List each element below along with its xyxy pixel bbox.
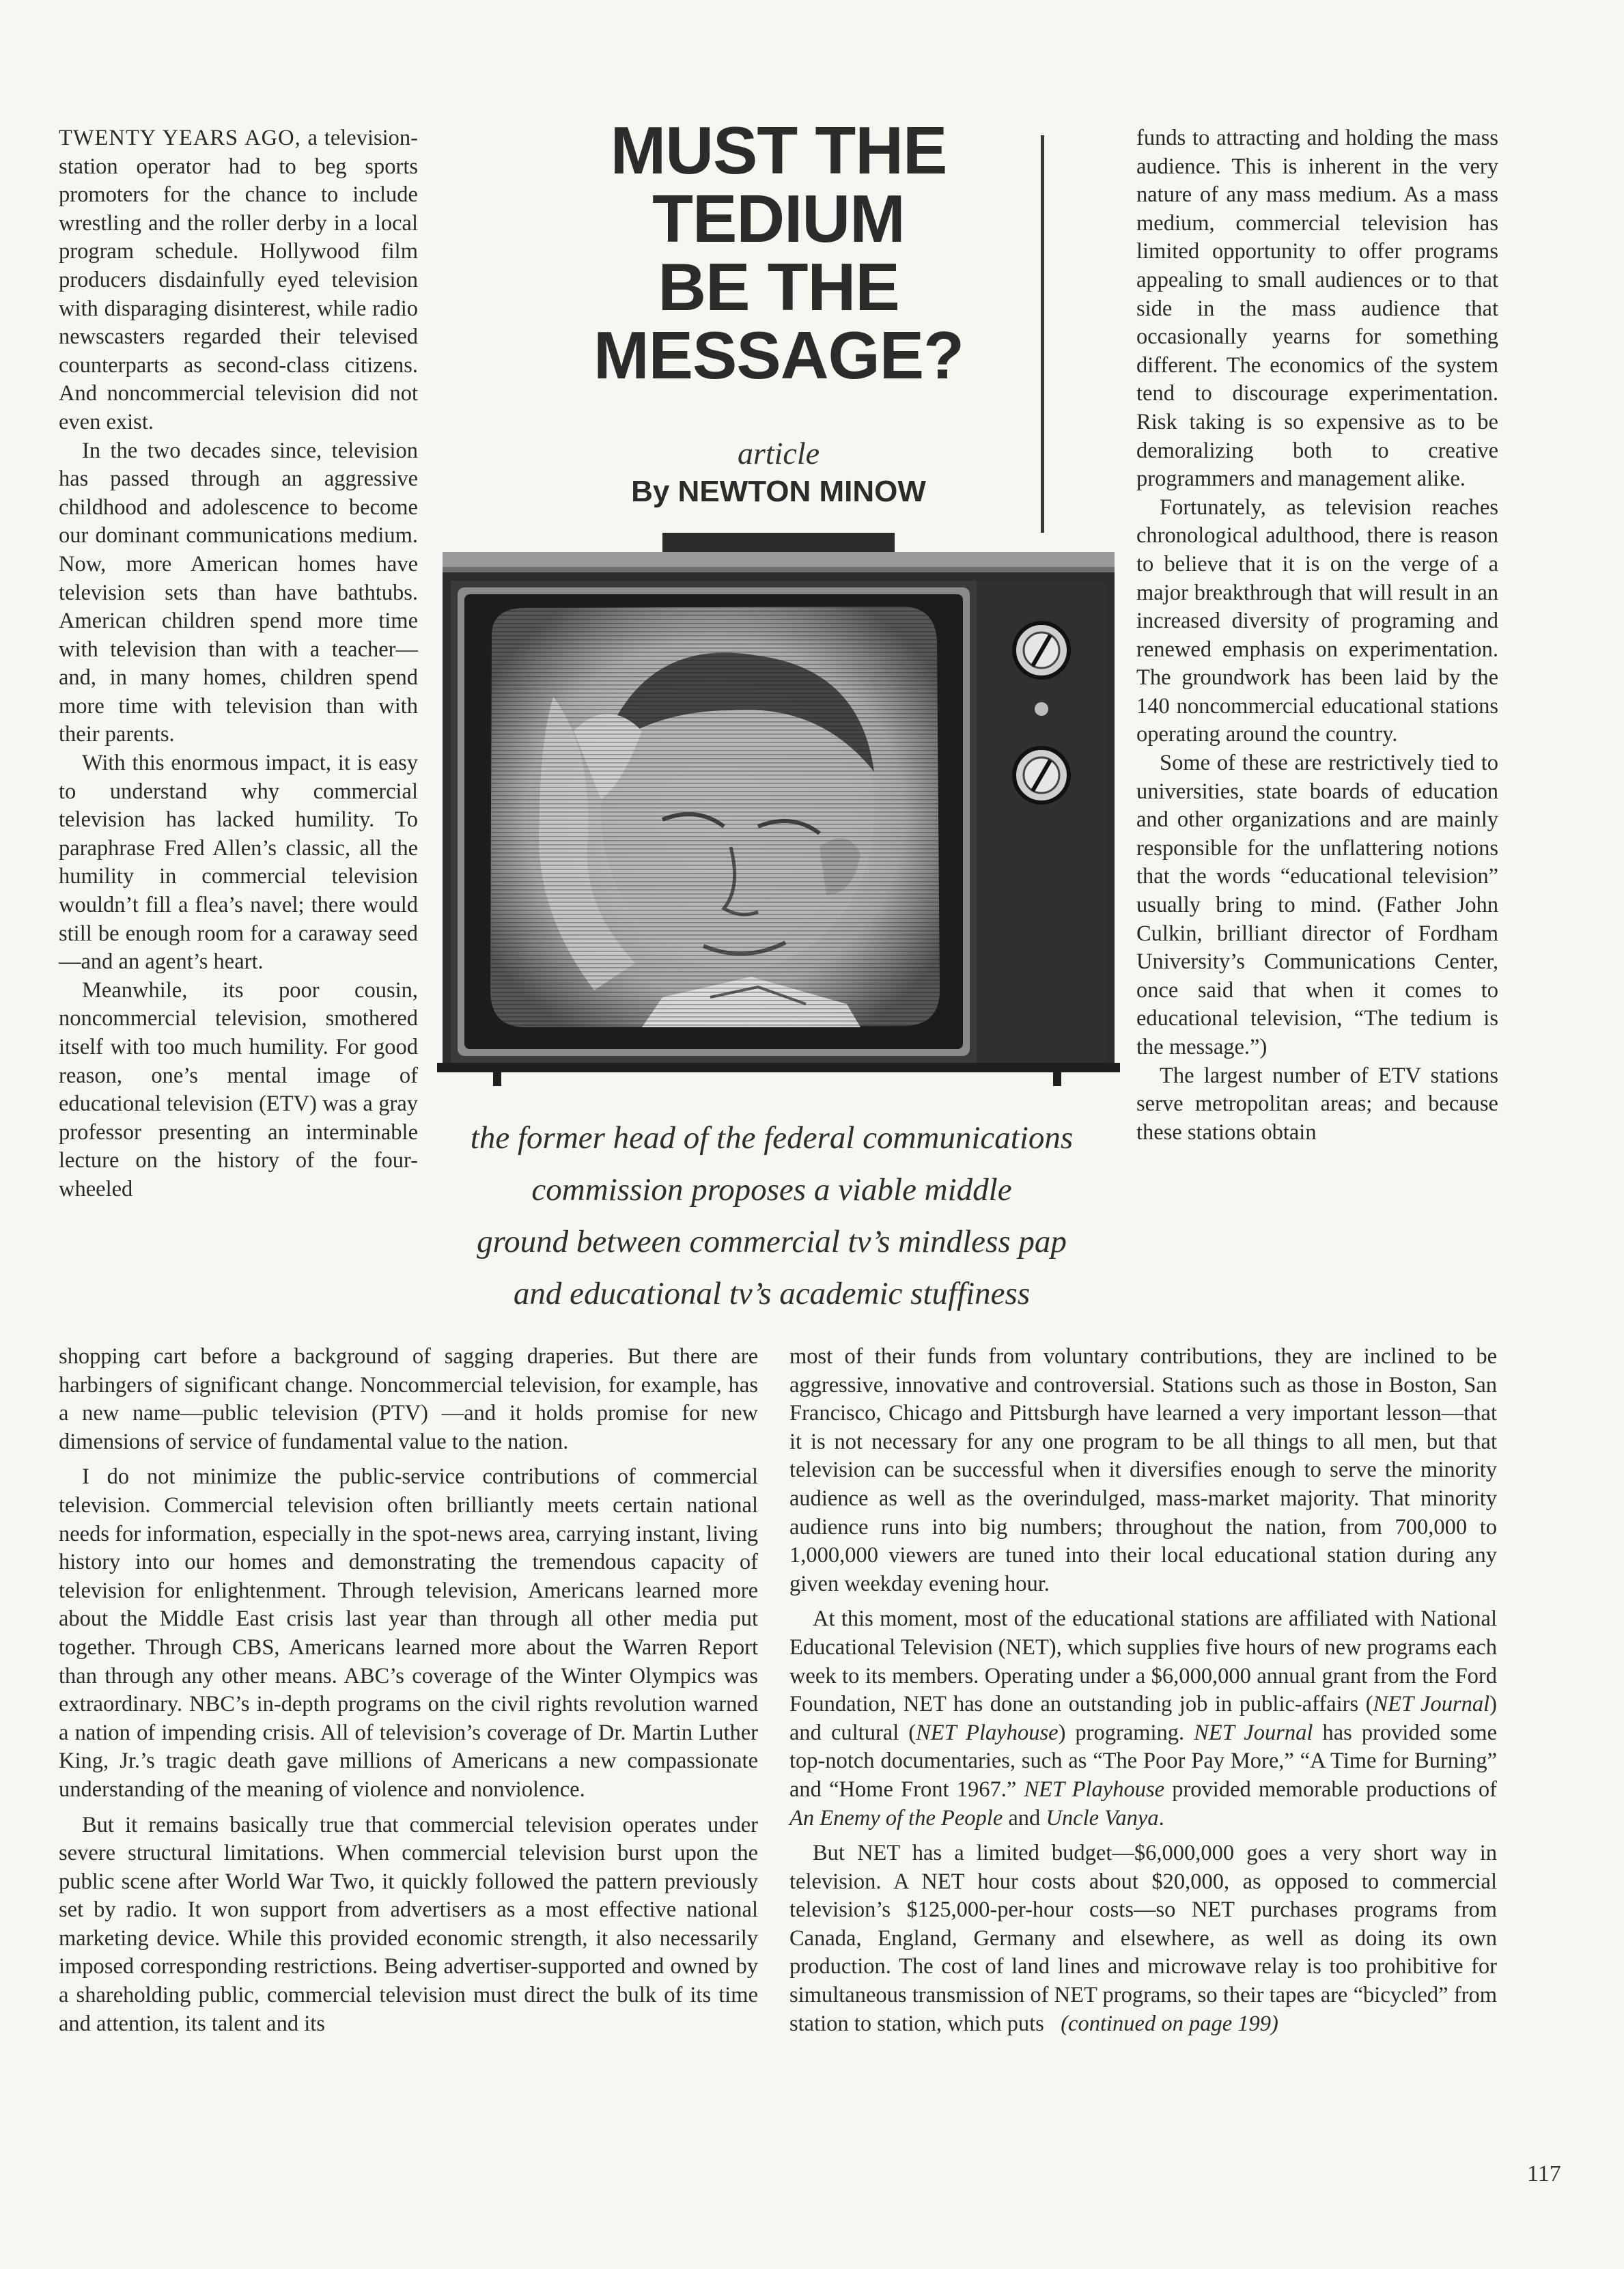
continued-note: (continued on page 199) <box>1061 2011 1278 2036</box>
play-title: An Enemy of the People <box>789 1805 1003 1830</box>
volume-knob-icon <box>1014 748 1069 803</box>
paragraph-text: But NET has a limited budget—$6,000,000 goes a very short way in television. A NET hour costs about $20,000, as opposed to commercial television’s $125,000-per-hour costs—so NET purchases programs from Canada, England, Germany and elsewhere, as well as doing its own production. The cost of land lines and microwave relay is too prohibitive for simultaneous transmission of NET programs, so their tapes are “bicycled” from station to station, which puts <box>789 1841 1497 2036</box>
indicator-light-icon <box>1035 702 1048 716</box>
paragraph: Fortunately, as television reaches chronological adulthood, there is reason to believe that it is on the verge of a major breakthrough that will result in an increased diversity of programing and renewed emphasis on experimentation. The groundwork has been laid by the 140 noncommercial educational stations operating around the country. <box>1136 495 1498 747</box>
text-run: . <box>1158 1805 1164 1830</box>
paragraph: most of their funds from voluntary contributions, they are inclined to be aggressive, innovative and controversial. Stations such as those in Boston, San Francisco, Chicago and Pittsburgh have learned a very important lesson—that it is not necessary for any one program to be all things to all men, but that television can be successful when it diversifies enough to serve the minority audience as well as the overindulged, mass-market majority. That minority audience runs into big numbers; throughout the nation, from 700,000 to 1,000,000 viewers are tuned into their local educational station during any given weekday evening hour. <box>789 1344 1497 1596</box>
paragraph: The largest number of ETV stations serve metropolitan areas; and because these stations obtain <box>1136 1063 1498 1145</box>
page-number: 117 <box>1527 2161 1561 2186</box>
deck-line-2: commission proposes a viable middle <box>531 1172 1012 1208</box>
paragraph <box>789 1605 1497 1833</box>
publication-title: NET Journal <box>1194 1720 1313 1745</box>
paragraph <box>59 124 418 437</box>
publication-title: NET Playhouse <box>1024 1777 1165 1802</box>
article-deck <box>423 1112 1120 1320</box>
publication-title: NET Journal <box>1373 1692 1490 1717</box>
play-title: Uncle Vanya <box>1046 1805 1159 1830</box>
text-run: and <box>1003 1805 1046 1830</box>
paragraph: funds to attracting and holding the mass audience. This is inherent in the very nature of any mass medium. As a mass medium, commercial television has limited opportunity to offer programs appealing to small audiences or to that side in the mass audience that occasionally yearns for something different. The economics of the system tend to discourage experimentation. Risk taking is so expensive as to be demoralizing both to creative programmers and management alike. <box>1136 126 1498 492</box>
paragraph: But it remains basically true that commercial television operates under severe structural limitations. When commercial television burst upon the public scene after World War Two, it quickly followed the pattern previously set by radio. It won support from advertisers as a most effective national marketing device. While this provided economic strength, it also necessarily imposed corresponding restrictions. Being advertiser-supported and owned by a shareholding public, commercial television must direct the bulk of its time and attention, its talent and its <box>59 1812 758 2036</box>
headline-line-1: MUST THE <box>610 113 947 188</box>
right-column <box>1136 124 1498 1147</box>
text-run: provided memorable productions of <box>1164 1777 1497 1802</box>
lead-in: TWENTY YEARS AGO, <box>59 126 301 150</box>
paragraph-text: a television-station operator had to beg sports promoters for the chance to include wrestling and the roller derby in a local program schedule. Hollywood film producers disdainfully eyed television with disparaging disinterest, while radio newscasters regarded their televised counterparts as second-class citizens. And noncommercial television did not even exist. <box>59 126 418 434</box>
television-illustration <box>437 526 1120 1093</box>
paragraph: With this enormous impact, it is easy to understand why commercial television has lacked humility. To paraphrase Fred Allen’s classic, all the humility in commercial television wouldn’t fill a flea’s navel; there would still be enough room for a caraway seed—and an agent’s heart. <box>59 751 418 975</box>
deck-line-4: and educational tv’s academic stuffiness <box>513 1276 1031 1311</box>
paragraph <box>789 1839 1497 2038</box>
paragraph: Meanwhile, its poor cousin, noncommercial television, smothered itself with too much humility. For good reason, one’s mental image of educational television (ETV) was a gray professor presenting an interminable lecture on the history of the four-wheeled <box>59 977 418 1201</box>
text-run: ) and cultural ( <box>789 1692 1497 1745</box>
text-run: At this moment, most of the educational stations are affiliated with National Educational Television (NET), which supplies five hours of new programs each week to its members. Operating under a $6,000,000 annual grant from the Ford Foundation, NET has done an outstanding job in public-affairs ( <box>789 1606 1497 1717</box>
headline <box>574 113 983 393</box>
headline-line-3: BE THE <box>658 249 899 324</box>
paragraph: I do not minimize the public-service contributions of commercial television. Commercial television often brilliantly meets certain national needs for information, especially in the spot-news area, carrying instant, living history into our homes and demonstrating the tremendous capacity of television for enlightenment. Through television, Americans learned more about the Middle East crisis last year than through all other media put together. Through CBS, Americans learned more about the Warren Report than through any other means. ABC’s coverage of the Winter Olympics was extraordinary. NBC’s in-depth programs on the civil rights revolution warned a nation of impending crisis. All of television’s coverage of Dr. Martin Luther King, Jr.’s tragic death gave millions of Americans a new compassionate understanding of the meaning of violence and nonviolence. <box>59 1464 758 1802</box>
deck-line-1: the former head of the federal communications <box>470 1120 1074 1156</box>
lower-right-column <box>789 1343 1497 2038</box>
lower-left-column <box>59 1343 758 2038</box>
byline: By NEWTON MINOW <box>631 475 926 508</box>
text-run: ) programing. <box>1058 1720 1194 1745</box>
deck-line-3: ground between commercial tv’s mindless pap <box>477 1224 1067 1259</box>
headline-line-4: MESSAGE? <box>593 318 964 393</box>
text-run: has provided some top-notch documentaries, such as “The Poor Pay More,” “A Time for Burning” and “Home Front 1967.” <box>789 1720 1497 1802</box>
publication-title: NET Playhouse <box>916 1720 1059 1745</box>
headline-line-2: TEDIUM <box>652 181 905 256</box>
left-column <box>59 124 418 1204</box>
tv-antenna <box>1041 135 1044 533</box>
paragraph: shopping cart before a background of sagging draperies. But there are harbingers of significant change. Noncommercial television, for example, has a new name—public television (PTV) —and it holds promise for new dimensions of service of fundamental value to the nation. <box>59 1344 758 1454</box>
paragraph: Some of these are restrictively tied to universities, state boards of education and other organizations and are mainly responsible for the unflattering notions that the words “educational television” usually bring to mind. (Father John Culkin, brilliant director of Fordham University’s Communications Center, once said that when it comes to educational television, “The tedium is the message.”) <box>1136 751 1498 1059</box>
paragraph: In the two decades since, television has passed through an aggressive childhood and adolescence to become our dominant communications medium. Now, more American homes have television sets than have bathtubs. American children spend more time with television than with a teacher—and, in many homes, children spend more time with television than with their parents. <box>59 438 418 747</box>
article-label: article <box>737 436 820 471</box>
channel-knob-icon <box>1014 623 1069 678</box>
